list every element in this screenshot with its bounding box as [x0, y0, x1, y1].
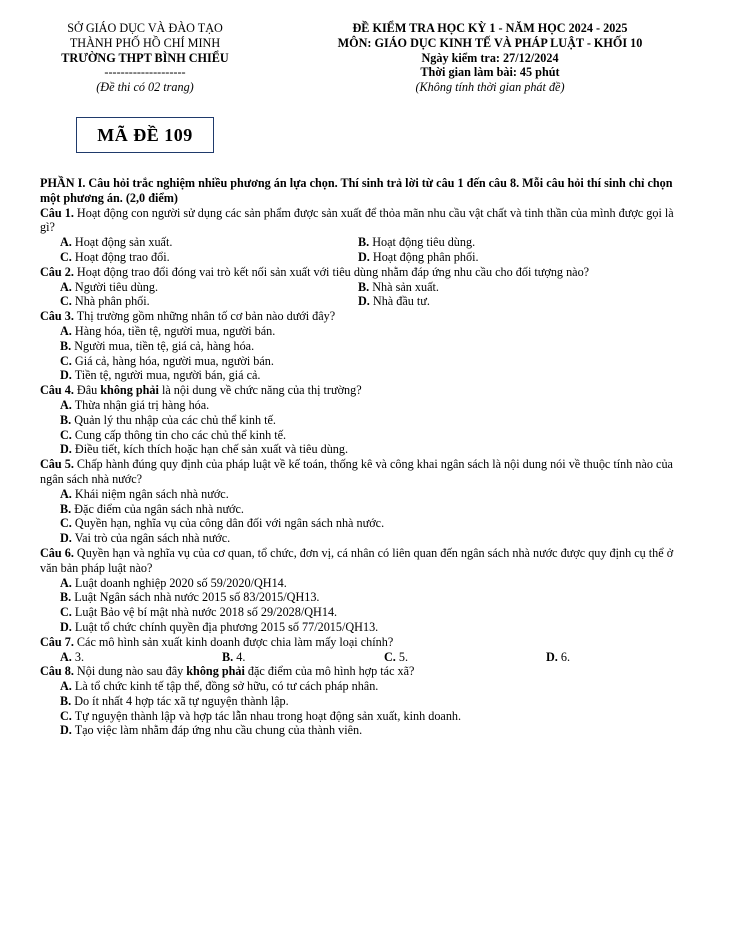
question-5	[40, 457, 690, 487]
option-a: A. Hàng hóa, tiền tệ, người mua, người bán.	[60, 323, 276, 338]
question-8-options	[40, 679, 690, 738]
school-name: TRƯỜNG THPT BÌNH CHIỂU	[61, 50, 229, 65]
question-7-options	[40, 650, 690, 665]
exam-date: Ngày kiểm tra: 27/12/2024	[421, 50, 559, 65]
question-3	[40, 309, 690, 324]
exam-content	[40, 176, 690, 738]
exam-duration: Thời gian làm bài: 45 phút	[420, 65, 560, 80]
question-text: Hoạt động con người sử dụng các sản phẩm được sản xuất để thỏa mãn nhu cầu vật chất và tinh thần của mình được gọi là gì?	[40, 205, 674, 235]
option-a: A. Luật doanh nghiệp 2020 số 59/2020/QH14.	[60, 575, 287, 590]
option-a: A. Khái niệm ngân sách nhà nước.	[60, 486, 229, 501]
part-1-title: PHẦN I. Câu hỏi trắc nghiệm nhiều phương án lựa chọn. Thí sinh trả lời từ câu 1 đến câu 8. Mỗi câu hỏi thí sinh chỉ chọn một phương án. (2,0 điểm)	[40, 176, 673, 205]
question-2-options	[40, 280, 690, 310]
question-text-end: đặc điểm của mô hình hợp tác xã?	[247, 664, 415, 679]
question-number: Câu 7.	[40, 634, 74, 649]
option-a: A. Hoạt động sản xuất.	[60, 235, 173, 250]
question-text: Hoạt động trao đổi đóng vai trò kết nối sản xuất với tiêu dùng nhằm đáp ứng nhu cầu cho đối tượng nào?	[76, 264, 590, 279]
department-name: SỞ GIÁO DỤC VÀ ĐÀO TẠO	[67, 21, 223, 35]
question-number: Câu 4.	[40, 383, 74, 398]
option-c: C. Nhà phân phối.	[60, 294, 150, 309]
question-text: Đâu	[76, 383, 98, 398]
option-a: A. Thừa nhận giá trị hàng hóa.	[60, 397, 210, 412]
question-7	[40, 635, 690, 650]
question-text: Nội dung nào sau đây	[76, 664, 184, 679]
question-number: Câu 3.	[40, 309, 74, 324]
question-2	[40, 265, 690, 280]
option-a: A. 3.	[60, 649, 85, 664]
option-c: C. Giá cả, hàng hóa, người mua, người bán.	[60, 353, 274, 368]
option-c: C. 5.	[384, 649, 409, 664]
exam-code-box	[76, 117, 214, 153]
option-d: D. Luật tổ chức chính quyền địa phương 2015 số 77/2015/QH13.	[60, 619, 379, 634]
option-d: D. Nhà đầu tư.	[358, 294, 430, 309]
question-5-options	[40, 487, 690, 546]
option-d: D. Vai trò của ngân sách nhà nước.	[60, 531, 231, 546]
question-6-options	[40, 576, 690, 635]
option-a: A. Là tổ chức kinh tế tập thể, đồng sở hữu, có tư cách pháp nhân.	[60, 679, 379, 694]
exam-code: MÃ ĐỀ 109	[97, 124, 193, 145]
option-b: B. Đặc điểm của ngân sách nhà nước.	[60, 501, 244, 516]
option-c: C. Luật Bảo vệ bí mật nhà nước 2018 số 29/2028/QH14.	[60, 605, 338, 620]
option-d: D. Tạo việc làm nhằm đáp ứng nhu cầu chung của thành viên.	[60, 723, 363, 738]
question-text-end: là nội dung về chức năng của thị trường?	[161, 383, 362, 398]
option-c: C. Tự nguyện thành lập và hợp tác lẫn nhau trong hoạt động sản xuất, kinh doanh.	[60, 708, 462, 723]
question-1-options	[40, 235, 690, 265]
option-c: C. Cung cấp thông tin cho các chủ thể kinh tế.	[60, 427, 287, 442]
option-b: B. Hoạt động tiêu dùng.	[358, 235, 476, 250]
option-d: D. Điều tiết, kích thích hoặc hạn chế sản xuất và tiêu dùng.	[60, 442, 349, 457]
exam-title: ĐỀ KIỂM TRA HỌC KỲ 1 - NĂM HỌC 2024 - 2025	[352, 21, 628, 35]
question-number: Câu 1.	[40, 205, 74, 220]
question-4	[40, 383, 690, 398]
option-b: B. 4.	[222, 649, 246, 664]
question-emphasis: không phải	[100, 383, 159, 398]
question-number: Câu 6.	[40, 545, 74, 560]
question-3-options	[40, 324, 690, 383]
header-right	[270, 21, 710, 95]
question-text: Chấp hành đúng quy định của pháp luật về kế toán, thống kê và công khai ngân sách là nội dung nói về thuộc tính nào của ngân sách nhà nước?	[40, 457, 673, 486]
question-8	[40, 664, 690, 679]
option-b: B. Quản lý thu nhập của các chủ thể kinh tế.	[60, 412, 276, 427]
duration-note: (Không tính thời gian phát đề)	[415, 80, 565, 95]
option-d: D. Hoạt động phân phối.	[358, 249, 479, 264]
exam-subject: MÔN: GIÁO DỤC KINH TẾ VÀ PHÁP LUẬT - KHỐI 10	[337, 35, 643, 50]
option-c: C. Quyền hạn, nghĩa vụ của công dân đối với ngân sách nhà nước.	[60, 516, 385, 531]
option-b: B. Người mua, tiền tệ, giá cả, hàng hóa.	[60, 338, 255, 353]
city-name: THÀNH PHỐ HỒ CHÍ MINH	[69, 35, 221, 50]
option-d: D. 6.	[546, 649, 571, 664]
option-c: C. Hoạt động trao đổi.	[60, 249, 170, 264]
question-4-options	[40, 398, 690, 457]
option-b: B. Nhà sản xuất.	[358, 279, 439, 294]
page-count-note: (Đề thi có 02 trang)	[96, 80, 194, 95]
option-d: D. Tiền tệ, người mua, người bán, giá cả.	[60, 368, 261, 383]
option-b: B. Luật Ngân sách nhà nước 2015 số 83/2015/QH13.	[60, 590, 320, 605]
question-number: Câu 8.	[40, 664, 74, 679]
option-a: A. Người tiêu dùng.	[60, 279, 159, 294]
header-left	[30, 21, 260, 95]
question-emphasis: không phải	[186, 664, 245, 679]
question-text: Thị trường gồm những nhân tố cơ bản nào dưới đây?	[76, 309, 336, 324]
question-number: Câu 2.	[40, 264, 74, 279]
question-1	[40, 206, 690, 236]
question-number: Câu 5.	[40, 457, 74, 472]
question-text: Quyền hạn và nghĩa vụ của cơ quan, tổ chức, đơn vị, cá nhân có liên quan đến ngân sách nhà nước được quy định cụ thể ở văn bản pháp luật nào?	[40, 545, 674, 575]
question-6	[40, 546, 690, 576]
option-b: B. Do ít nhất 4 hợp tác xã tự nguyện thành lập.	[60, 693, 289, 708]
header-separator: --------------------	[104, 65, 186, 80]
question-text: Các mô hình sản xuất kinh doanh được chia làm mấy loại chính?	[76, 634, 394, 649]
